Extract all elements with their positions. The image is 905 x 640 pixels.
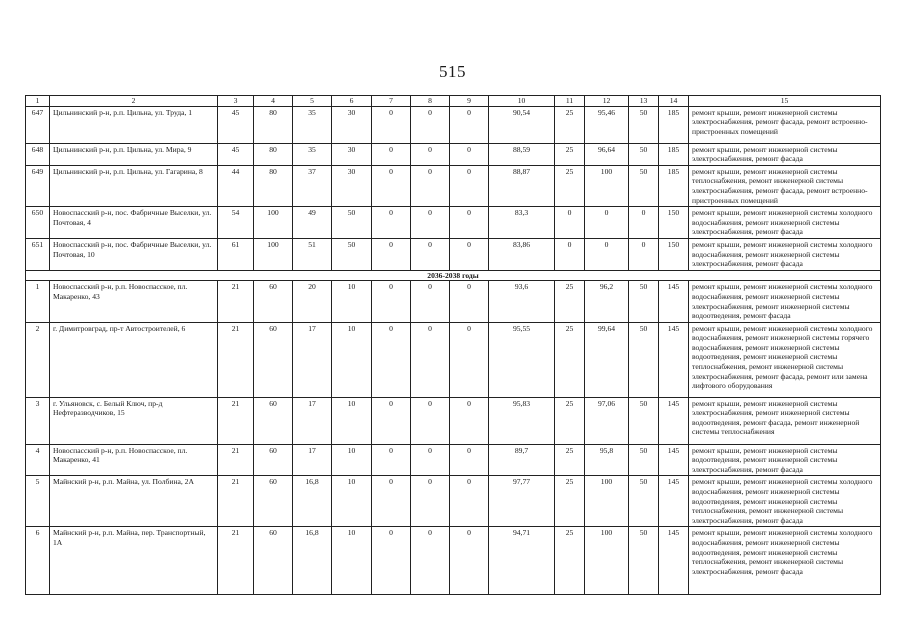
col-8-value: 0 [411,281,450,322]
row-number: 647 [26,106,50,143]
repair-works: ремонт крыши, ремонт инженерной системы холодного водоснабжения, ремонт инженерной системы водоотведения, ремонт инженерной системы теплоснабжения, ремонт инженерной системы электроснабжения, ремонт фасада [689,476,881,527]
col-10-value: 97,77 [489,476,555,527]
col-3-value: 44 [218,165,254,206]
col-10-value: 93,6 [489,281,555,322]
col-5-value: 16,8 [293,476,332,527]
col-12-value: 99,64 [585,322,629,397]
col-14-value: 145 [659,281,689,322]
col-10-value: 88,87 [489,165,555,206]
row-number: 6 [26,527,50,595]
col-6-value: 10 [332,322,372,397]
row-number: 3 [26,397,50,444]
col-6-value: 10 [332,281,372,322]
col-12-value: 0 [585,238,629,270]
col-7-value: 0 [372,165,411,206]
col-14-value: 145 [659,527,689,595]
repair-works: ремонт крыши, ремонт инженерной системы теплоснабжения, ремонт инженерной системы электроснабжения, ремонт фасада, ремонт встроенно-пристроенных помещений [689,165,881,206]
col-11-value: 25 [555,397,585,444]
col-6-value: 10 [332,444,372,476]
col-4-value: 60 [254,476,293,527]
col-12-value: 100 [585,527,629,595]
address: Майнский р-н, р.п. Майна, ул. Полбина, 2А [50,476,218,527]
column-header-14: 14 [659,96,689,107]
col-12-value: 95,8 [585,444,629,476]
col-10-value: 95,55 [489,322,555,397]
column-header-3: 3 [218,96,254,107]
col-12-value: 100 [585,165,629,206]
col-14-value: 185 [659,143,689,165]
col-10-value: 83,86 [489,238,555,270]
col-5-value: 49 [293,207,332,239]
col-9-value: 0 [450,444,489,476]
col-4-value: 60 [254,527,293,595]
column-header-2: 2 [50,96,218,107]
column-header-15: 15 [689,96,881,107]
column-header-1: 1 [26,96,50,107]
col-7-value: 0 [372,106,411,143]
col-13-value: 0 [629,207,659,239]
col-14-value: 145 [659,322,689,397]
col-12-value: 100 [585,476,629,527]
table-row [26,397,881,444]
col-3-value: 54 [218,207,254,239]
col-3-value: 21 [218,397,254,444]
col-12-value: 0 [585,207,629,239]
table-row [26,322,881,397]
repair-works: ремонт крыши, ремонт инженерной системы холодного водоснабжения, ремонт инженерной системы электроснабжения, ремонт фасада [689,238,881,270]
capital-repair-table [25,95,881,595]
column-header-13: 13 [629,96,659,107]
col-11-value: 25 [555,322,585,397]
col-7-value: 0 [372,143,411,165]
repair-works: ремонт крыши, ремонт инженерной системы электроснабжения, ремонт фасада, ремонт встроенно-пристроенных помещений [689,106,881,143]
address: Новоспасский р-н, р.п. Новоспасское, пл. Макаренко, 41 [50,444,218,476]
col-3-value: 45 [218,143,254,165]
col-4-value: 60 [254,281,293,322]
col-5-value: 20 [293,281,332,322]
col-10-value: 90,54 [489,106,555,143]
col-7-value: 0 [372,281,411,322]
col-13-value: 50 [629,444,659,476]
col-14-value: 145 [659,476,689,527]
col-9-value: 0 [450,322,489,397]
col-12-value: 96,2 [585,281,629,322]
col-8-value: 0 [411,106,450,143]
repair-works: ремонт крыши, ремонт инженерной системы водоотведения, ремонт инженерной системы электроснабжения, ремонт фасада [689,444,881,476]
column-header-9: 9 [450,96,489,107]
col-9-value: 0 [450,238,489,270]
column-header-6: 6 [332,96,372,107]
table-row [26,165,881,206]
col-9-value: 0 [450,106,489,143]
col-5-value: 16,8 [293,527,332,595]
col-11-value: 25 [555,527,585,595]
section-row [26,270,881,281]
col-6-value: 10 [332,527,372,595]
address: Новоспасский р-н, пос. Фабричные Выселки, ул. Почтовая, 4 [50,207,218,239]
column-header-4: 4 [254,96,293,107]
col-12-value: 97,06 [585,397,629,444]
col-11-value: 25 [555,476,585,527]
repair-works: ремонт крыши, ремонт инженерной системы холодного водоснабжения, ремонт инженерной системы электроснабжения, ремонт фасада [689,207,881,239]
col-10-value: 83,3 [489,207,555,239]
col-7-value: 0 [372,322,411,397]
address: г. Димитровград, пр-т Автостроителей, 6 [50,322,218,397]
column-header-5: 5 [293,96,332,107]
col-5-value: 17 [293,322,332,397]
col-11-value: 25 [555,444,585,476]
col-13-value: 50 [629,143,659,165]
col-7-value: 0 [372,444,411,476]
column-header-row [26,96,881,107]
col-9-value: 0 [450,281,489,322]
col-4-value: 80 [254,143,293,165]
table-row [26,238,881,270]
col-6-value: 50 [332,238,372,270]
col-14-value: 185 [659,106,689,143]
col-4-value: 100 [254,238,293,270]
col-6-value: 10 [332,397,372,444]
col-8-value: 0 [411,322,450,397]
col-11-value: 0 [555,207,585,239]
row-number: 651 [26,238,50,270]
col-10-value: 95,83 [489,397,555,444]
col-11-value: 0 [555,238,585,270]
col-3-value: 21 [218,281,254,322]
row-number: 649 [26,165,50,206]
col-6-value: 30 [332,143,372,165]
col-13-value: 50 [629,476,659,527]
col-14-value: 150 [659,238,689,270]
col-11-value: 25 [555,143,585,165]
col-8-value: 0 [411,527,450,595]
col-14-value: 145 [659,444,689,476]
col-11-value: 25 [555,281,585,322]
column-header-7: 7 [372,96,411,107]
col-6-value: 10 [332,476,372,527]
address: Новоспасский р-н, пос. Фабричные Выселки, ул. Почтовая, 10 [50,238,218,270]
row-number: 4 [26,444,50,476]
col-6-value: 30 [332,106,372,143]
repair-works: ремонт крыши, ремонт инженерной системы электроснабжения, ремонт фасада [689,143,881,165]
col-9-value: 0 [450,143,489,165]
col-5-value: 35 [293,143,332,165]
col-8-value: 0 [411,143,450,165]
col-10-value: 88,59 [489,143,555,165]
table-row [26,281,881,322]
col-6-value: 30 [332,165,372,206]
address: г. Ульяновск, с. Белый Ключ, пр-д Нефтеразводчиков, 15 [50,397,218,444]
col-8-value: 0 [411,238,450,270]
repair-works: ремонт крыши, ремонт инженерной системы электроснабжения, ремонт инженерной системы водоотведения, ремонт фасада, ремонт инженерной системы теплоснабжения [689,397,881,444]
col-11-value: 25 [555,106,585,143]
col-12-value: 96,64 [585,143,629,165]
col-8-value: 0 [411,397,450,444]
table-row [26,143,881,165]
col-3-value: 21 [218,444,254,476]
col-7-value: 0 [372,238,411,270]
col-11-value: 25 [555,165,585,206]
col-9-value: 0 [450,476,489,527]
col-14-value: 145 [659,397,689,444]
col-13-value: 0 [629,238,659,270]
table-row [26,444,881,476]
col-6-value: 50 [332,207,372,239]
col-9-value: 0 [450,397,489,444]
col-14-value: 150 [659,207,689,239]
col-3-value: 21 [218,527,254,595]
col-12-value: 95,46 [585,106,629,143]
address: Цильнинский р-н, р.п. Цильна, ул. Гагарина, 8 [50,165,218,206]
col-7-value: 0 [372,527,411,595]
row-number: 648 [26,143,50,165]
col-3-value: 45 [218,106,254,143]
col-13-value: 50 [629,322,659,397]
col-4-value: 80 [254,106,293,143]
column-header-11: 11 [555,96,585,107]
row-number: 650 [26,207,50,239]
col-10-value: 94,71 [489,527,555,595]
col-4-value: 60 [254,444,293,476]
col-7-value: 0 [372,476,411,527]
col-10-value: 89,7 [489,444,555,476]
table-row [26,207,881,239]
table-row [26,527,881,595]
repair-works: ремонт крыши, ремонт инженерной системы холодного водоснабжения, ремонт инженерной системы электроснабжения, ремонт инженерной системы водоотведения, ремонт фасада [689,281,881,322]
col-8-value: 0 [411,207,450,239]
address: Цильнинский р-н, р.п. Цильна, ул. Труда, 1 [50,106,218,143]
repair-works: ремонт крыши, ремонт инженерной системы холодного водоснабжения, ремонт инженерной системы горячего водоснабжения, ремонт инженерной системы водоотведения, ремонт инженерной системы теплоснабжения, ремонт инженерной системы электроснабжения, ремонт фасада, ремонт или замена лифтового оборудования [689,322,881,397]
col-8-value: 0 [411,476,450,527]
col-5-value: 35 [293,106,332,143]
col-3-value: 21 [218,476,254,527]
col-4-value: 60 [254,322,293,397]
repair-works: ремонт крыши, ремонт инженерной системы холодного водоснабжения, ремонт инженерной системы водоотведения, ремонт инженерной системы теплоснабжения, ремонт инженерной системы электроснабжения, ремонт фасада [689,527,881,595]
page-number: 515 [439,62,466,81]
col-7-value: 0 [372,397,411,444]
col-5-value: 51 [293,238,332,270]
col-7-value: 0 [372,207,411,239]
col-13-value: 50 [629,281,659,322]
column-header-10: 10 [489,96,555,107]
col-13-value: 50 [629,106,659,143]
col-9-value: 0 [450,527,489,595]
col-9-value: 0 [450,207,489,239]
col-5-value: 37 [293,165,332,206]
col-13-value: 50 [629,165,659,206]
column-header-12: 12 [585,96,629,107]
col-5-value: 17 [293,444,332,476]
address: Новоспасский р-н, р.п. Новоспасское, пл. Макаренко, 43 [50,281,218,322]
col-9-value: 0 [450,165,489,206]
address: Цильнинский р-н, р.п. Цильна, ул. Мира, 9 [50,143,218,165]
column-header-8: 8 [411,96,450,107]
col-14-value: 185 [659,165,689,206]
row-number: 1 [26,281,50,322]
col-4-value: 80 [254,165,293,206]
address: Майнский р-н, р.п. Майна, пер. Транспортный, 1А [50,527,218,595]
col-3-value: 61 [218,238,254,270]
col-13-value: 50 [629,397,659,444]
table-row [26,476,881,527]
col-4-value: 100 [254,207,293,239]
row-number: 2 [26,322,50,397]
table-row [26,106,881,143]
section-title: 2036-2038 годы [26,270,881,281]
col-13-value: 50 [629,527,659,595]
col-5-value: 17 [293,397,332,444]
col-8-value: 0 [411,444,450,476]
col-3-value: 21 [218,322,254,397]
row-number: 5 [26,476,50,527]
col-8-value: 0 [411,165,450,206]
col-4-value: 60 [254,397,293,444]
